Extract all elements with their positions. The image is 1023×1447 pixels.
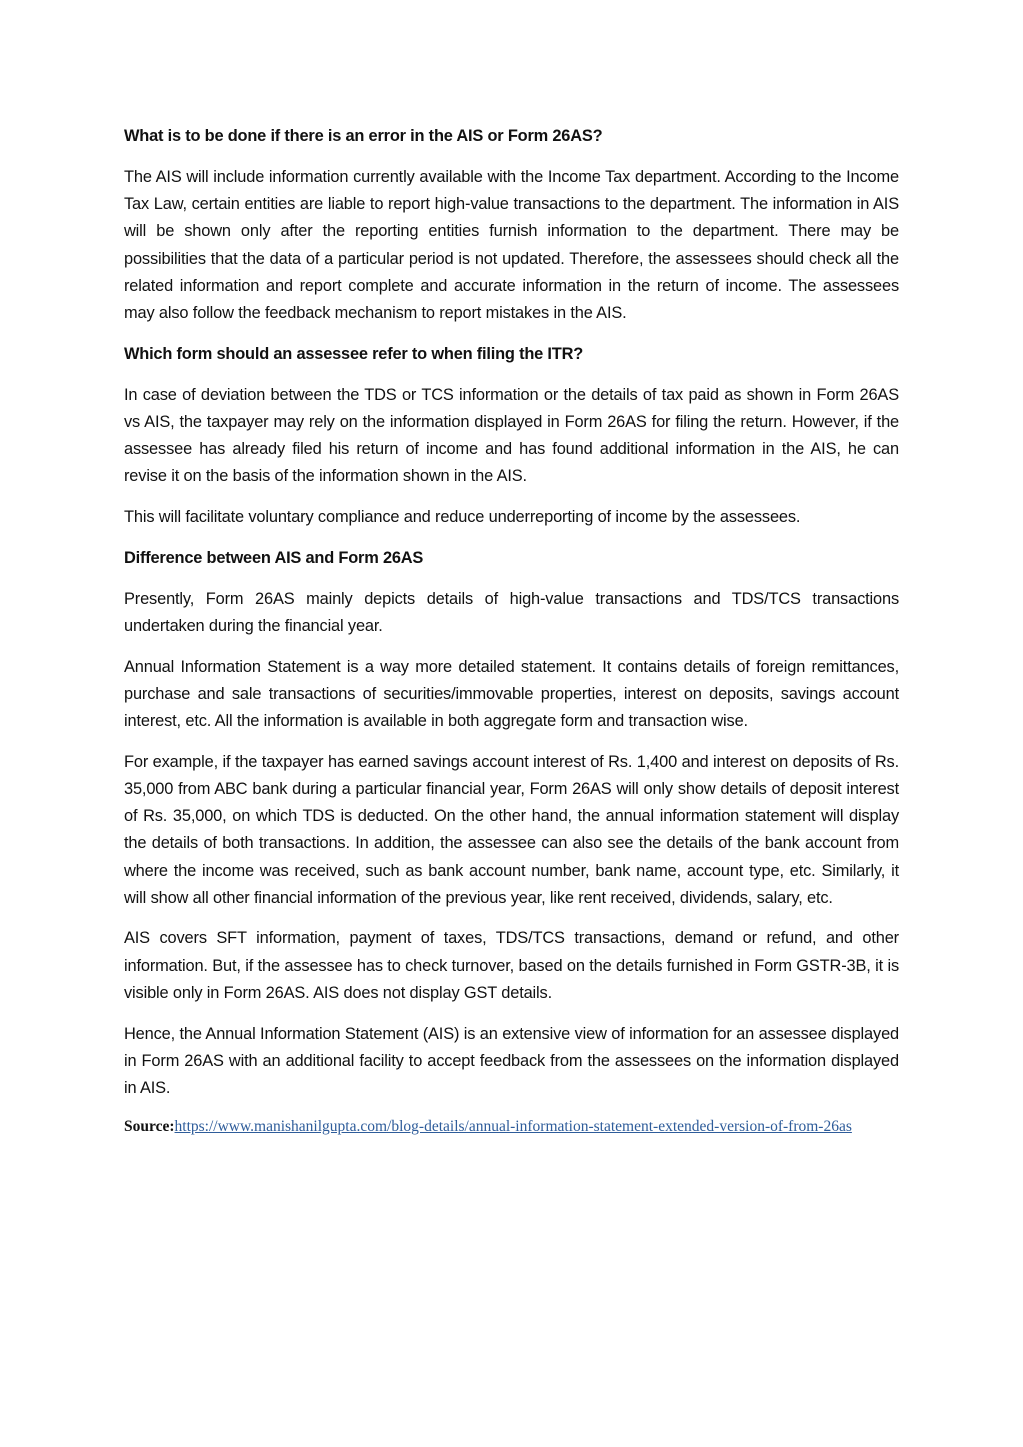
section-heading: Which form should an assessee refer to when filing the ITR? <box>124 344 584 363</box>
paragraph: Presently, Form 26AS mainly depicts details of high-value transactions and TDS/TCS transactions undertaken during the financial year. <box>124 589 899 635</box>
section-difference <box>124 545 899 1102</box>
source-label: Source: <box>124 1117 175 1135</box>
paragraph: AIS covers SFT information, payment of taxes, TDS/TCS transactions, demand or refund, and other information. But, if the assessee has to check turnover, based on the details furnished in Form GSTR-3B, it is visible only in Form 26AS. AIS does not display GST details. <box>124 929 899 1002</box>
section-heading: Difference between AIS and Form 26AS <box>124 548 424 567</box>
paragraph: Annual Information Statement is a way more detailed statement. It contains details of foreign remittances, purchase and sale transactions of securities/immovable properties, interest on deposits, savings account interest, etc. All the information is available in both aggregate form and transaction wise. <box>124 657 899 731</box>
paragraph: In case of deviation between the TDS or TCS information or the details of tax paid as shown in Form 26AS vs AIS, the taxpayer may rely on the information displayed in Form 26AS for filing the return. However, if the assessee has already filed his return of income and has found additional information in the AIS, he can revise it on the basis of the information shown in the AIS. <box>124 385 899 486</box>
paragraph: Hence, the Annual Information Statement (AIS) is an extensive view of information for an assessee displayed in Form 26AS with an additional facility to accept feedback from the assessees on the information displayed in AIS. <box>124 1024 899 1097</box>
document-page <box>124 123 899 1138</box>
paragraph: This will facilitate voluntary compliance and reduce underreporting of income by the assessees. <box>124 508 801 527</box>
paragraph: For example, if the taxpayer has earned savings account interest of Rs. 1,400 and interest on deposits of Rs. 35,000 from ABC bank during a particular financial year, Form 26AS will only show details of deposit interest of Rs. 35,000, on which TDS is deducted. On the other hand, the annual information statement will display the details of both transactions. In addition, the assessee can also see the details of the bank account from where the income was received, such as bank account number, bank name, account type, etc. Similarly, it will show all other financial information of the previous year, like rent received, dividends, salary, etc. <box>124 752 899 907</box>
section-heading: What is to be done if there is an error in the AIS or Form 26AS? <box>124 127 603 145</box>
source-link[interactable]: https://www.manishanilgupta.com/blog-details/annual-information-statement-extended-version-of-from-26as <box>174 1117 852 1135</box>
source-citation <box>124 1116 899 1138</box>
section-which-form <box>124 341 899 532</box>
paragraph: The AIS will include information currently available with the Income Tax department. According to the Income Tax Law, certain entities are liable to report high-value transactions to the department. The information in AIS will be shown only after the reporting entities furnish information to the department. There may be possibilities that the data of a particular period is not updated. Therefore, the assessees should check all the related information and report complete and accurate information in the return of income. The assessees may also follow the feedback mechanism to report mistakes in the AIS. <box>124 168 899 323</box>
section-error-in-ais <box>124 123 899 327</box>
